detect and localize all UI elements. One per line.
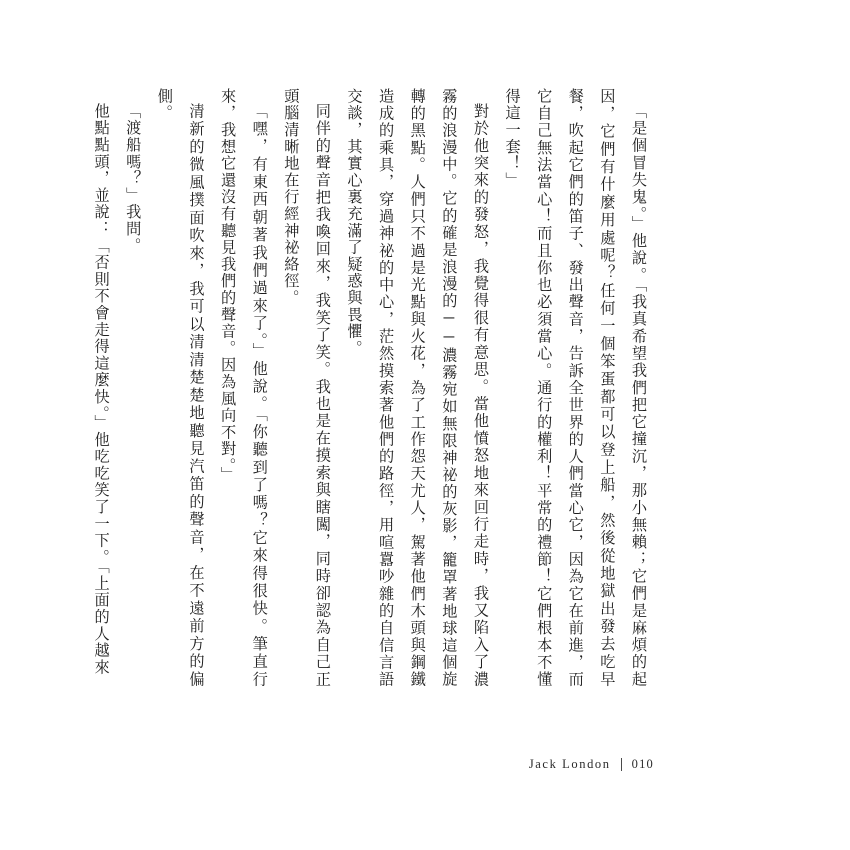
paragraph: 「是個冒失鬼。」他說。「我真希望我們把它撞沉，那小無賴；它們是麻煩的起因，它們有什麼用處呢？任何一個笨蛋都可以登上船，然後從地獄出發去吃早餐，吹起它們的笛子、發出聲音，告訴全世界的人們當心它，因為它在前進，而它自己無法當心！而且你也必須當心。通行的權利！平常的禮節！它們根本不懂得這一套！」	[503, 88, 647, 688]
paragraph: 清新的微風撲面吹來，我可以清清楚楚地聽見汽笛的聲音，在不遠前方的偏側。	[155, 88, 205, 688]
paragraph: 他點點頭，並說：「否則不會走得這麼快。」他吃吃笑了一下。「上面的人越來	[92, 103, 110, 676]
page-number: 010	[631, 757, 654, 771]
running-footer	[529, 757, 654, 772]
paragraph: 「渡船嗎？」我問。	[124, 103, 142, 255]
footer-divider	[621, 758, 622, 771]
paragraph: 「嘿，有東西朝著我們過來了。」他說。「你聽到了嗎？它來得很快。筆直行來，我想它還沒有聽見我們的聲音。因為風向不對。」	[219, 88, 268, 688]
paragraph: 同伴的聲音把我喚回來，我笑了笑。我也是在摸索與瞎闖，同時卻認為自己正頭腦清晰地在行經神祕絡徑。	[282, 88, 331, 688]
page-body-text	[92, 88, 654, 688]
footer-author: Jack London	[528, 757, 611, 771]
paragraph: 對於他突來的發怒，我覺得很有意思。當他憤怒地來回行走時，我又陷入了濃霧的浪漫中。它的確是浪漫的──濃霧宛如無限神祕的灰影，籠罩著地球這個旋轉的黑點。人們只不過是光點與火花，為了工作怨天尤人，駕著他們木頭與鋼鐵造成的乘具，穿過神祕的中心，茫然摸索著他們的路徑，用喧囂吵雜的自信言語交談，其實心裏充滿了疑惑與畏懼。	[345, 88, 489, 688]
